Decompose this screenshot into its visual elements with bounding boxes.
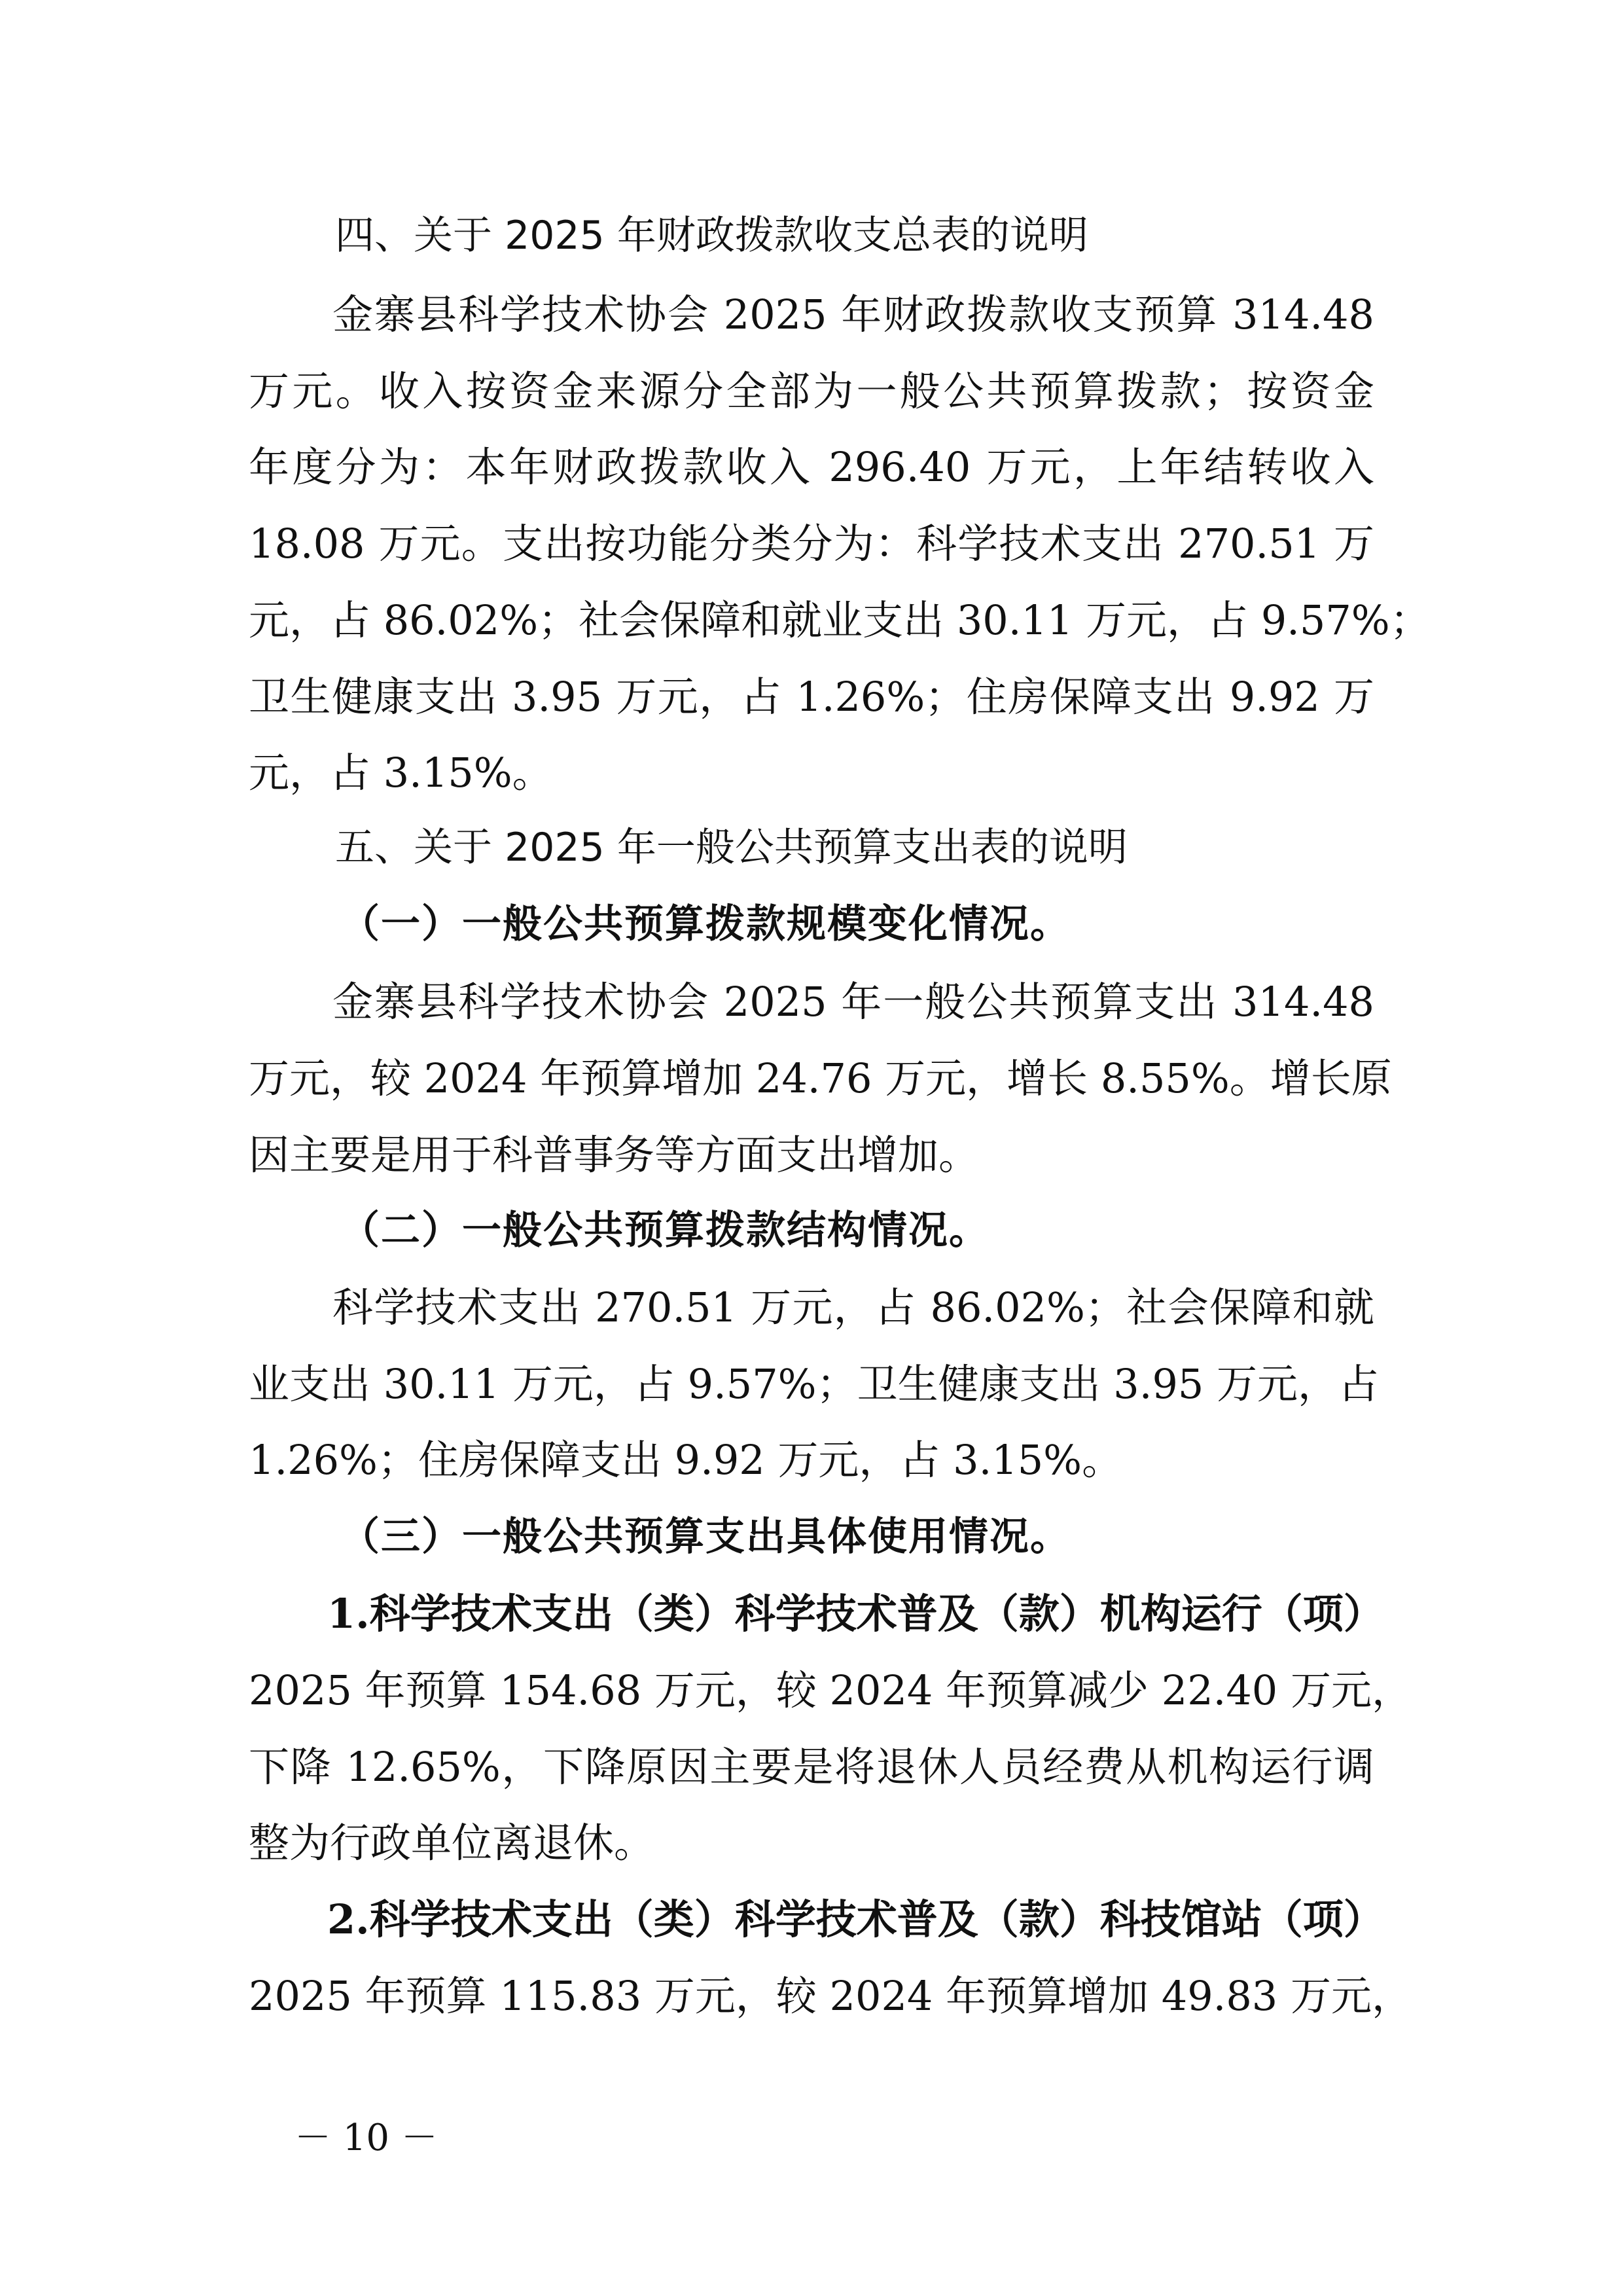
paragraph-line: 万元，较 2024 年预算增加 24.76 万元，增长 8.55%。增长原 [249,1054,1392,1102]
paragraph-line: 18.08 万元。支出按功能分类分为：科学技术支出 270.51 万 [249,520,1374,567]
page-number: － 10 － [294,2117,438,2159]
paragraph-line: 因主要是用于科普事务等方面支出增加。 [249,1131,980,1179]
paragraph-line: 金寨县科学技术协会 2025 年一般公共预算支出 314.48 [332,978,1374,1026]
section-5-heading: 五、关于 2025 年一般公共预算支出表的说明 [335,825,1128,870]
subsection-3-heading: （三）一般公共预算支出具体使用情况。 [340,1514,1071,1560]
paragraph-line: 业支出 30.11 万元，占 9.57%；卫生健康支出 3.95 万元，占 [249,1360,1380,1408]
section-4-heading: 四、关于 2025 年财政拨款收支总表的说明 [335,213,1088,259]
paragraph-line: 金寨县科学技术协会 2025 年财政拨款收支预算 314.48 [332,291,1374,338]
paragraph-line: 下降 12.65%，下降原因主要是将退休人员经费从机构运行调 [249,1743,1374,1791]
item-2-heading: 2.科学技术支出（类）科学技术普及（款）科技馆站（项） [327,1895,1384,1943]
subsection-2-heading: （二）一般公共预算拨款结构情况。 [340,1208,990,1253]
paragraph-line: 卫生健康支出 3.95 万元，占 1.26%；住房保障支出 9.92 万 [249,673,1374,721]
item-1-heading: 1.科学技术支出（类）科学技术普及（款）机构运行（项） [327,1590,1384,1638]
paragraph-line: 整为行政单位离退休。 [249,1819,655,1867]
paragraph-line: 年度分为：本年财政拨款收入 296.40 万元，上年结转收入 [249,443,1374,491]
paragraph-line: 科学技术支出 270.51 万元，占 86.02%；社会保障和就 [332,1283,1374,1331]
paragraph-line: 1.26%；住房保障支出 9.92 万元，占 3.15%。 [249,1436,1123,1484]
subsection-1-heading: （一）一般公共预算拨款规模变化情况。 [340,901,1071,947]
paragraph-line: 2025 年预算 154.68 万元，较 2024 年预算减少 22.40 万元， [249,1666,1412,1714]
paragraph-line: 元，占 86.02%；社会保障和就业支出 30.11 万元，占 9.57%； [249,596,1431,644]
paragraph-line: 元，占 3.15%。 [249,749,553,797]
paragraph-line: 2025 年预算 115.83 万元，较 2024 年预算增加 49.83 万元， [249,1972,1412,2020]
paragraph-line: 万元。收入按资金来源分全部为一般公共预算拨款；按资金 [249,367,1374,415]
